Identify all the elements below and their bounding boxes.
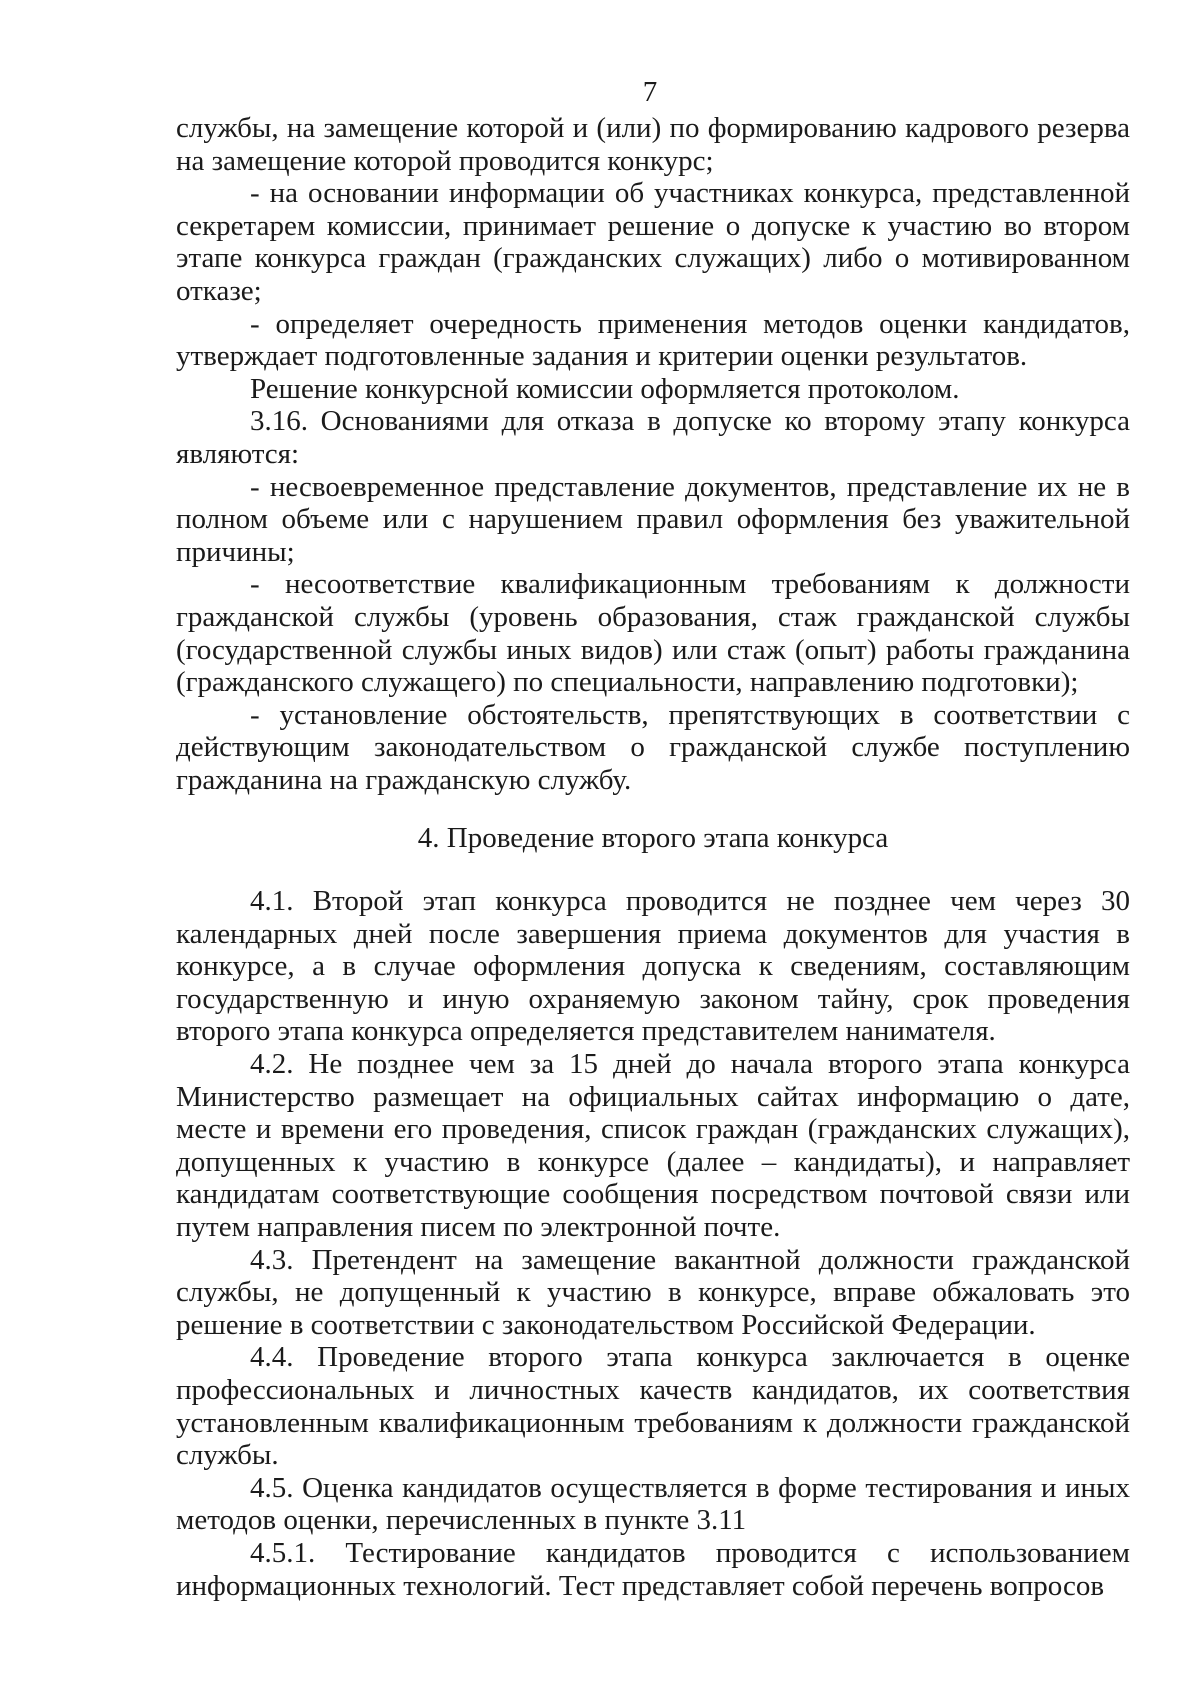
- paragraph: 4.1. Второй этап конкурса проводится не позднее чем через 30 календарных дней после завершения приема документов для участия в конкурсе, а в случае оформления допуска к сведениям, составляющим государственную и иную охраняемую законом тайну, срок проведения второго этапа конкурса определяется представителем нанимателя.: [176, 885, 1130, 1048]
- list-item: - несоответствие квалификационным требованиям к должности гражданской службы (уровень образования, стаж гражданской службы (государственной службы иных видов) или стаж (опыт) работы гражданина (гражданского служащего) по специальности, направлению подготовки);: [176, 568, 1130, 699]
- list-item: - определяет очередность применения методов оценки кандидатов, утверждает подготовленные задания и критерии оценки результатов.: [176, 307, 1130, 373]
- paragraph: 3.16. Основаниями для отказа в допуске ко второму этапу конкурса являются:: [176, 405, 1130, 470]
- paragraph: службы, на замещение которой и (или) по формированию кадрового резерва на замещение которой проводится конкурс;: [176, 112, 1130, 177]
- paragraph: Решение конкурсной комиссии оформляется протоколом.: [250, 372, 960, 405]
- document-body: [176, 112, 1130, 1602]
- paragraph: 4.2. Не позднее чем за 15 дней до начала второго этапа конкурса Министерство размещает на официальных сайтах информацию о дате, месте и времени его проведения, список граждан (гражданских служащих), допущенных к участию в конкурсе (далее – кандидаты), и направляет кандидатам соответствующие сообщения посредством почтовой связи или путем направления писем по электронной почте.: [176, 1048, 1130, 1243]
- list-item: - установление обстоятельств, препятствующих в соответствии с действующим законодательством о гражданской службе поступлению гражданина на гражданскую службу.: [176, 698, 1130, 796]
- section-heading: 4. Проведение второго этапа конкурса: [417, 822, 889, 855]
- list-item: - несвоевременное представление документов, представление их не в полном объеме или с нарушением правил оформления без уважительной причины;: [176, 470, 1130, 568]
- list-item: - на основании информации об участниках конкурса, представленной секретарем комиссии, принимает решение о допуске к участию во втором этапе конкурса граждан (гражданских служащих) либо о мотивированном отказе;: [176, 177, 1130, 307]
- paragraph: 4.3. Претендент на замещение вакантной должности гражданской службы, не допущенный к участию в конкурсе, вправе обжаловать это решение в соответствии с законодательством Российской Федерации.: [176, 1243, 1130, 1341]
- paragraph: 4.4. Проведение второго этапа конкурса заключается в оценке профессиональных и личностных качеств кандидатов, их соответствия установленным квалификационным требованиям к должности гражданской службы.: [176, 1341, 1130, 1472]
- paragraph: 4.5.1. Тестирование кандидатов проводится с использованием информационных технологий. Тест представляет собой перечень вопросов: [176, 1536, 1130, 1602]
- page-number: 7: [642, 76, 658, 108]
- paragraph: 4.5. Оценка кандидатов осуществляется в форме тестирования и иных методов оценки, перечисленных в пункте 3.11: [176, 1471, 1130, 1537]
